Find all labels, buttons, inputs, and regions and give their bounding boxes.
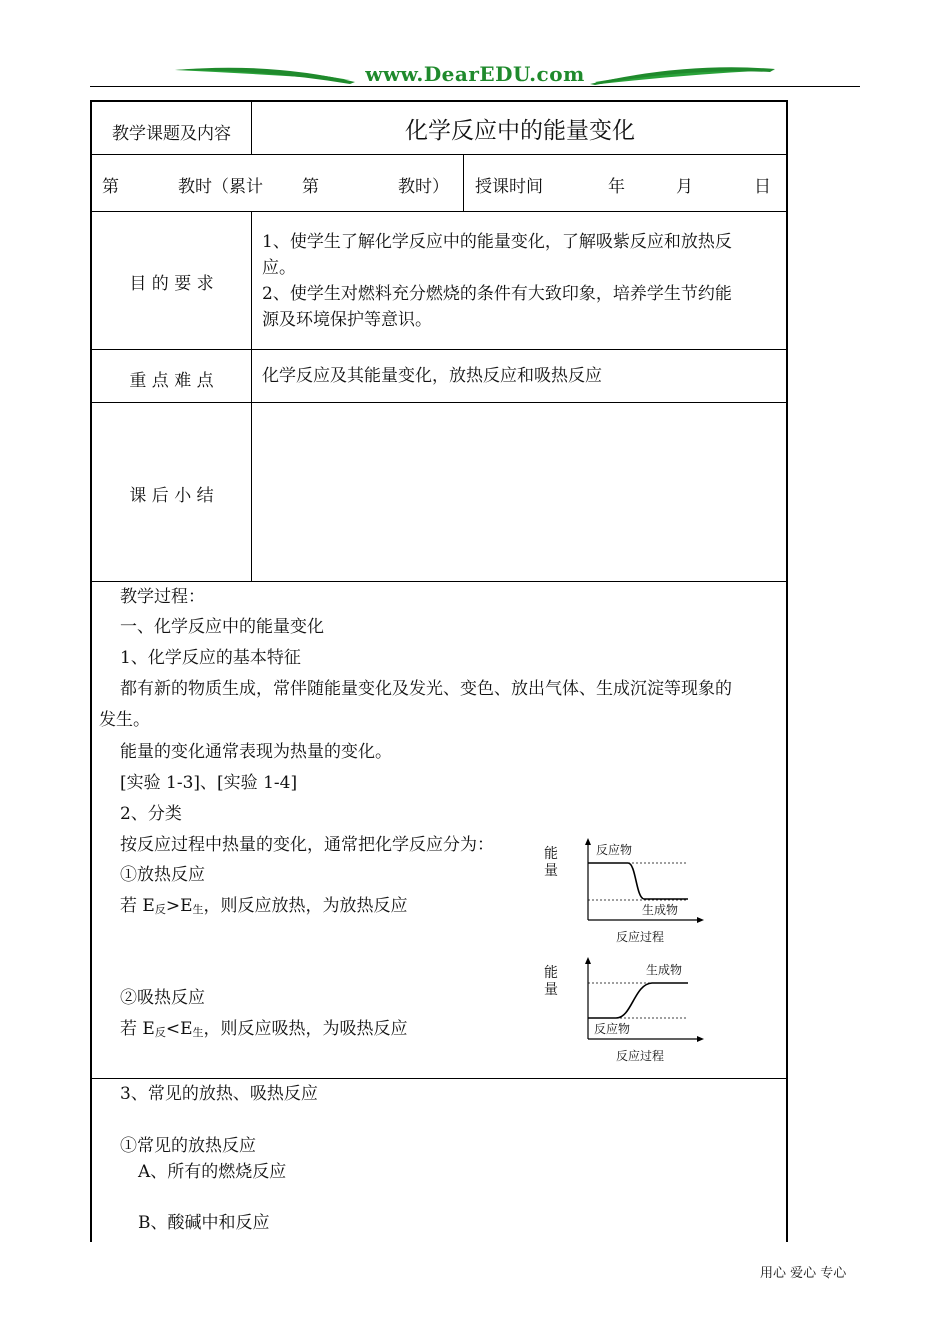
time-year: 年 [608, 177, 625, 197]
axis-arrow-icon [697, 917, 704, 923]
paragraph-line: 发生。 [99, 710, 150, 730]
table-column-divider [251, 211, 252, 582]
paragraph: 能量的变化通常表现为热量的变化。 [120, 742, 392, 762]
subsection-heading: 1、化学反应的基本特征 [120, 648, 301, 668]
time-month: 月 [676, 177, 693, 197]
exo-common-heading: ①常见的放热反应 [120, 1136, 256, 1156]
exothermic-energy-diagram [540, 836, 715, 948]
axis-arrow-icon [585, 957, 591, 964]
goals-text [262, 229, 782, 333]
endo-condition: 若 $E_反<E_生$，则反应吸热，为吸热反应 [120, 1019, 408, 1039]
diagram-xlabel: 反应过程 [616, 1049, 665, 1063]
table-divider [90, 154, 788, 155]
site-url: www.DearEDU.com [365, 62, 585, 86]
table-divider [90, 1078, 788, 1079]
time-label: 授课时间 [475, 177, 543, 197]
goal-line: 1、使学生了解化学反应中的能量变化，了解吸紫反应和放热反 [262, 232, 732, 252]
time-day: 日 [754, 177, 771, 197]
summary-label: 课 后 小 结 [129, 486, 214, 506]
list-item: A、所有的燃烧反应 [138, 1162, 287, 1182]
diagram-ylabel: 能 [544, 846, 558, 862]
page-header [0, 0, 950, 100]
period-jiaoshi-2: 教时） [398, 177, 449, 197]
endothermic-energy-diagram [540, 955, 715, 1067]
diagram-top-label: 生成物 [646, 963, 683, 977]
energy-curve [588, 863, 688, 899]
paragraph: 按反应过程中热量的变化，通常把化学反应分为： [120, 835, 494, 855]
exo-condition: 若 $E_反>E_生$，则反应放热，为放热反应 [120, 896, 408, 916]
exo-title: ①放热反应 [120, 865, 205, 885]
topic-label: 教学课题及内容 [112, 124, 231, 144]
list-item: B、酸碱中和反应 [138, 1213, 270, 1233]
diagram-ylabel: 量 [544, 982, 558, 998]
axis-arrow-icon [585, 838, 591, 845]
goal-line: 源及环境保护等意识。 [262, 310, 432, 330]
key-label: 重 点 难 点 [129, 371, 214, 391]
subsection-heading: 2、分类 [120, 804, 182, 824]
diagram-ylabel: 量 [544, 863, 558, 879]
experiments-ref: [实验 1-3]、[实验 1-4] [120, 773, 298, 793]
table-divider [90, 402, 788, 403]
table-column-divider [463, 154, 464, 212]
diagram-xlabel: 反应过程 [616, 930, 665, 944]
table-divider [90, 211, 788, 212]
footer-slogan: 用心 爱心 专心 [760, 1266, 847, 1281]
diagram-top-label: 反应物 [596, 843, 633, 857]
axis-arrow-icon [697, 1036, 704, 1042]
header-divider [90, 86, 860, 87]
goals-label: 目 的 要 求 [129, 274, 214, 294]
table-divider [90, 581, 788, 582]
period-jiaoshi-1: 教时（累计 [178, 177, 263, 197]
subsection-heading: 3、常见的放热、吸热反应 [120, 1084, 318, 1104]
goal-line: 应。 [262, 258, 296, 278]
goal-line: 2、使学生对燃料充分燃烧的条件有大致印象，培养学生节约能 [262, 284, 732, 304]
key-text: 化学反应及其能量变化，放热反应和吸热反应 [262, 366, 602, 386]
paragraph-line: 都有新的物质生成，常伴随能量变化及发光、变色、放出气体、生成沉淀等现象的 [120, 679, 732, 699]
diagram-bottom-label: 生成物 [642, 903, 679, 917]
diagram-ylabel: 能 [544, 965, 558, 981]
process-heading: 教学过程： [120, 587, 205, 607]
table-divider [90, 349, 788, 350]
section-heading: 一、化学反应中的能量变化 [120, 617, 324, 637]
period-di-2: 第 [302, 177, 319, 197]
endo-title: ②吸热反应 [120, 988, 205, 1008]
energy-curve [588, 983, 688, 1018]
page-title: 化学反应中的能量变化 [405, 118, 635, 144]
diagram-bottom-label: 反应物 [594, 1022, 631, 1036]
period-di-1: 第 [102, 177, 119, 197]
